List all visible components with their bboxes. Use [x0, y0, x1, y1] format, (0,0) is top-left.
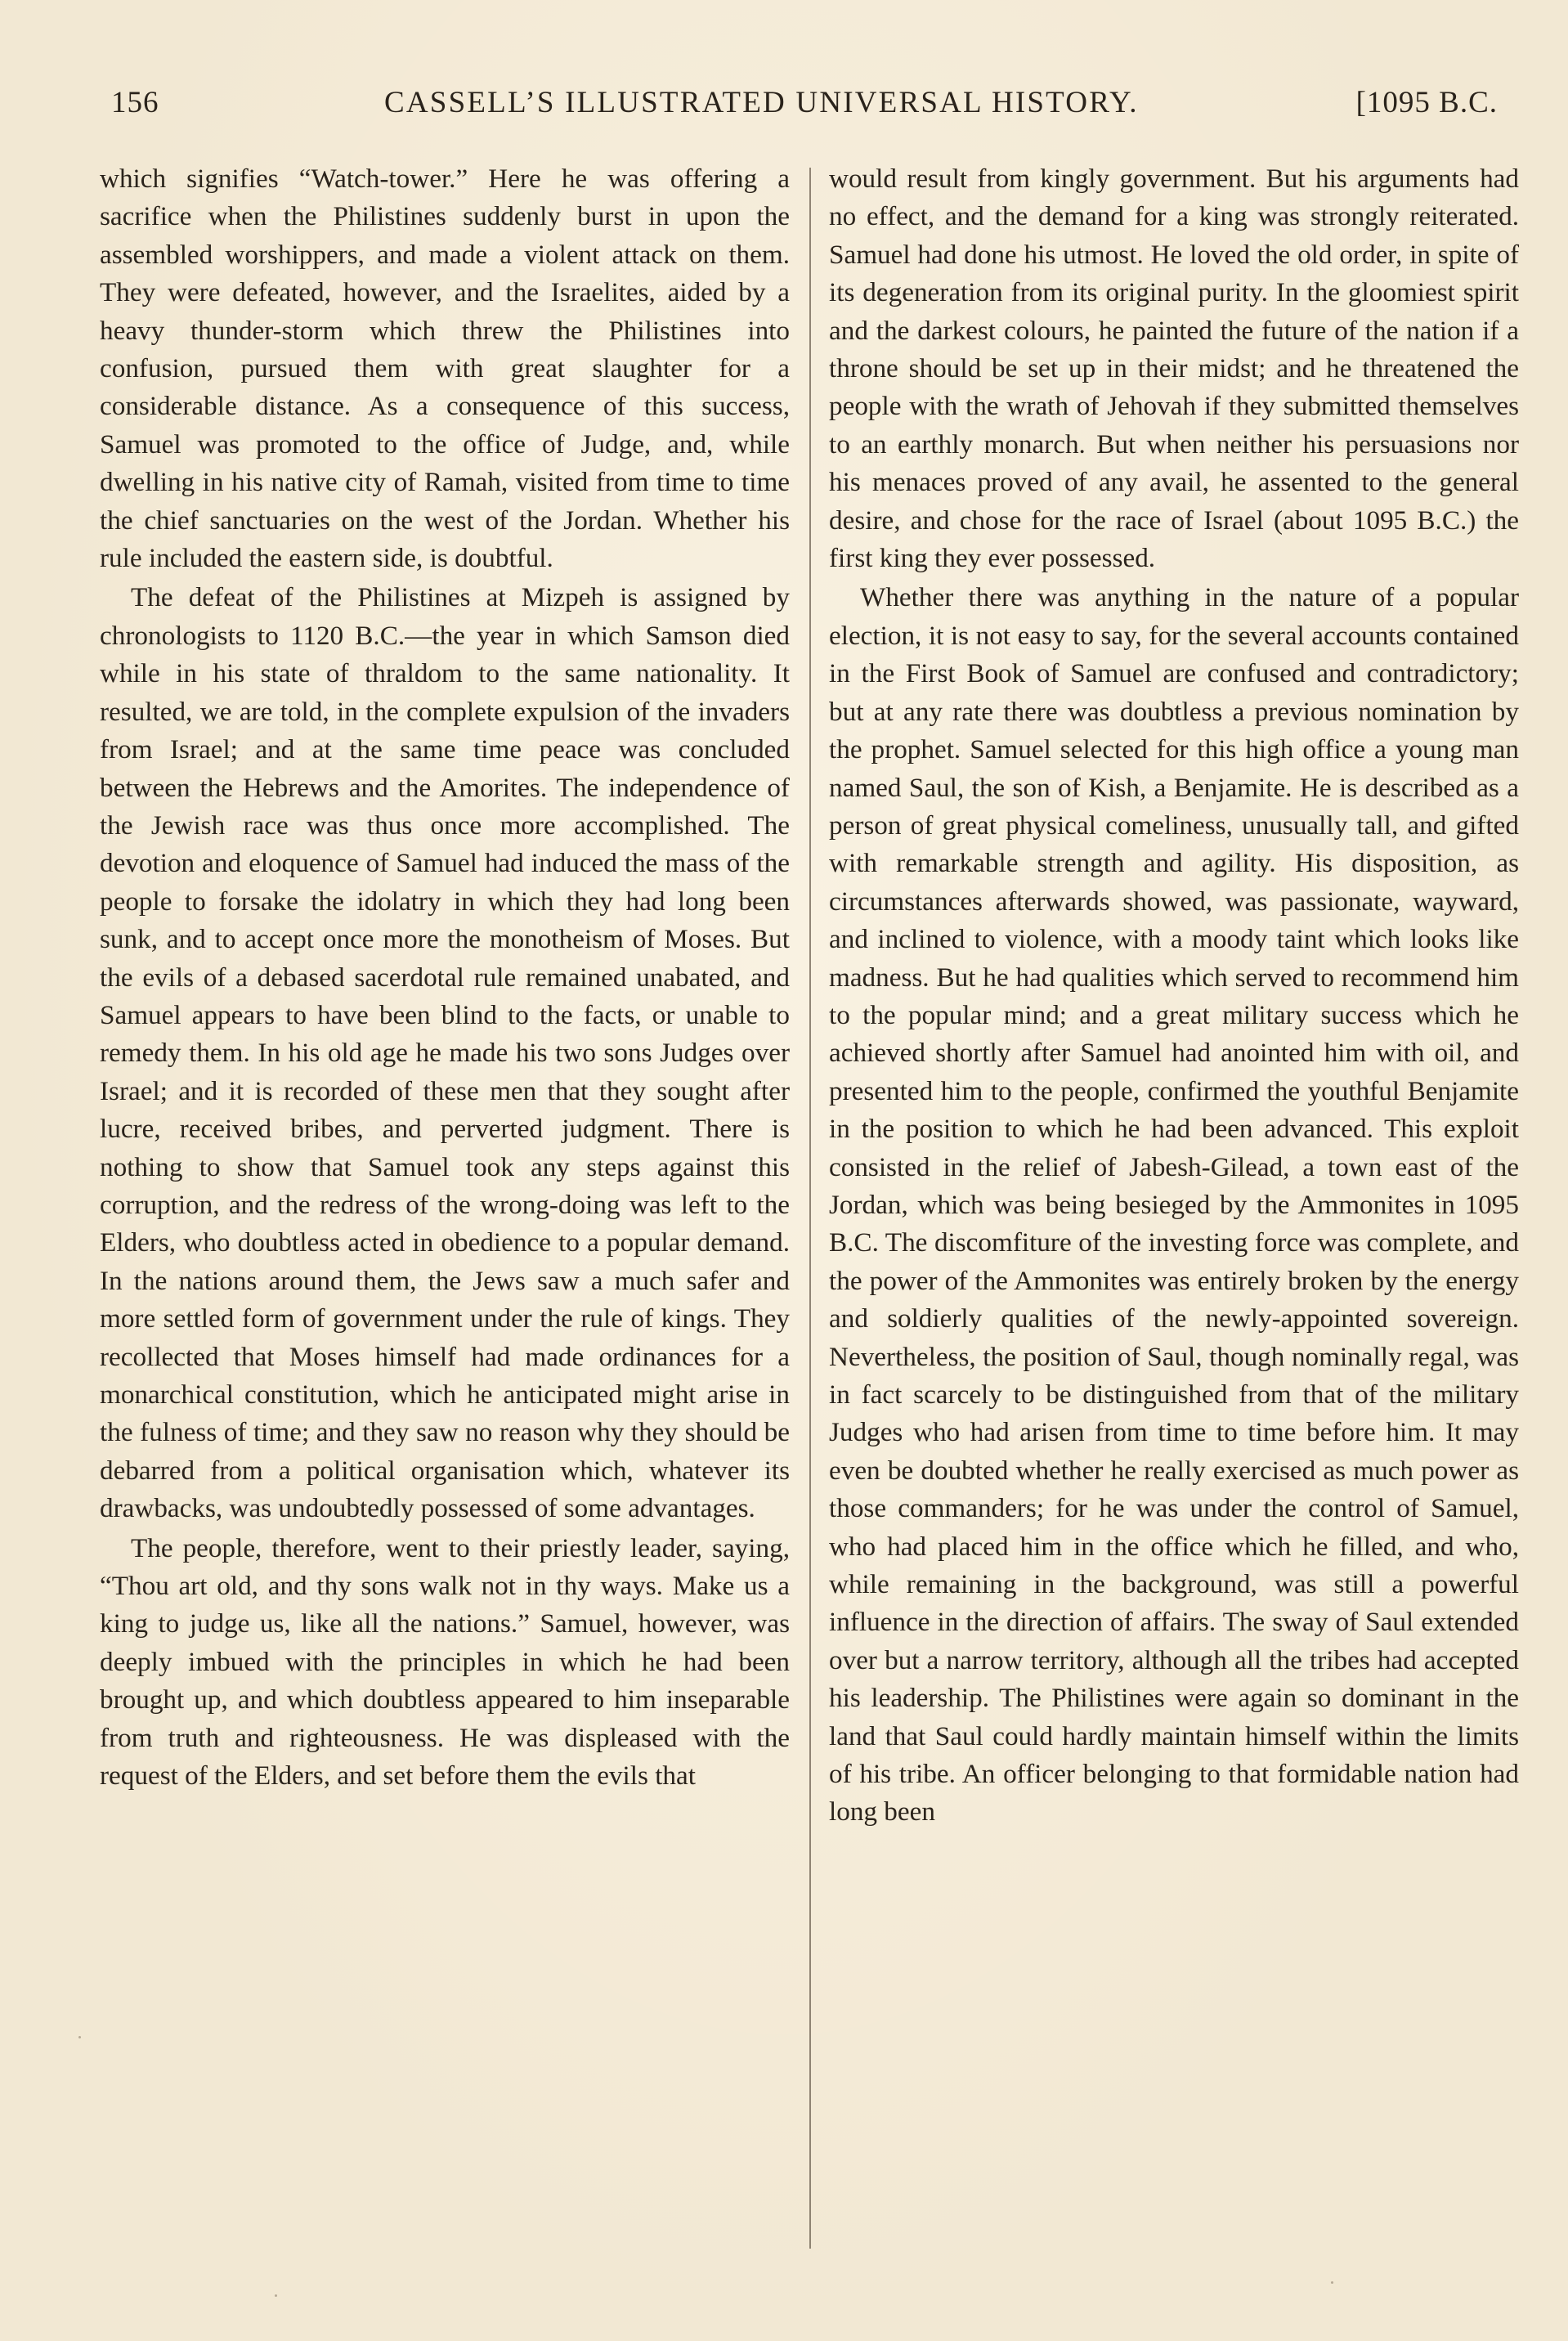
date-marker: [1095 B.C.	[1355, 86, 1498, 119]
left-paragraph-2: The defeat of the Philistines at Mizpeh is assigned by chronologists to 1120 B.C.—the year in which Samson died while in his state of thraldom to the same nationality. It resulted, we are told, in the complete expulsion of the invaders from Israel; and at the same time peace was concluded between the Hebrews and the Amorites. The independence of the Jewish race was thus once more accomplished. The devotion and eloquence of Samuel had induced the mass of the people to forsake the idolatry in which they had long been sunk, and to accept once more the monotheism of Moses. But the evils of a debased sacerdotal rule remained unabated, and Samuel appears to have been blind to the facts, or unable to remedy them. In his old age he made his two sons Judges over Israel; and it is recorded of these men that they sought after lucre, received bribes, and perverted judgment. There is nothing to show that Samuel took any steps against this corruption, and the redress of the wrong-doing was left to the Elders, who doubtless acted in obedience to a popular demand. In the nations around them, the Jews saw a much safer and more settled form of government under the rule of kings. They recollected that Moses himself had made ordinances for a monarchical constitution, which he anticipated might arise in the fulness of time; and they saw no reason why they should be debarred from a political organisation which, whatever its drawbacks, was undoubtedly possessed of some advantages.	[100, 582, 790, 1524]
book-title: CASSELL’S ILLUSTRATED UNIVERSAL HISTORY.	[384, 86, 1139, 119]
paper-speck	[1331, 2281, 1333, 2284]
right-paragraph-1: would result from kingly government. But his arguments had no effect, and the demand for a king was strongly reiterated. Samuel had done his utmost. He loved the old order, in spite of its degeneration from its original purity. In the gloomiest spirit and the darkest colours, he painted the future of the nation if a throne should be set up in their midst; and he threatened the people with the wrath of Jehovah if they submitted themselves to an earthly monarch. But when neither his persuasions nor his menaces proved of any avail, he assented to the general desire, and chose for the race of Israel (about 1095 B.C.) the first king they ever possessed.	[829, 164, 1519, 574]
left-paragraph-1: which signifies “Watch-tower.” Here he was offering a sacrifice when the Philistines suddenly burst in upon the assembled worshippers, and made a violent attack on them. They were defeated, however, and the Israelites, aided by a heavy thunder-storm which threw the Philistines into confusion, pursued them with great slaughter for a considerable distance. As a consequence of this success, Samuel was promoted to the office of Judge, and, while dwelling in his native city of Ramah, visited from time to time the chief sanctuaries on the west of the Jordan. Whether his rule included the eastern side, is doubtful.	[100, 164, 790, 574]
right-column	[829, 160, 1519, 1832]
paper-speck	[275, 2294, 277, 2297]
right-paragraph-2: Whether there was anything in the nature of a popular election, it is not easy to say, for the several accounts contained in the First Book of Samuel are confused and contradictory; but at any rate there was doubtless a previous nomination by the prophet. Samuel selected for this high office a young man named Saul, the son of Kish, a Benjamite. He is described as a person of great physical comeliness, unusually tall, and gifted with remarkable strength and agility. His disposition, as circumstances afterwards showed, was passionate, wayward, and inclined to violence, with a moody taint which looks like madness. But he had qualities which served to recommend him to the popular mind; and a great military success which he achieved shortly after Samuel had anointed him with oil, and presented him to the people, confirmed the youthful Benjamite in the position to which he had been advanced. This exploit consisted in the relief of Jabesh-Gilead, a town east of the Jordan, which was being besieged by the Ammonites in 1095 B.C. The discomfiture of the investing force was complete, and the power of the Ammonites was entirely broken by the energy and soldierly qualities of the newly-appointed sovereign. Nevertheless, the position of Saul, though nominally regal, was in fact scarcely to be distinguished from that of the military Judges who had arisen from time to time before him. It may even be doubted whether he really exercised as much power as those commanders; for he was under the control of Samuel, who had placed him in the office which he filled, and who, while remaining in the background, was still a powerful influence in the direction of affairs. The sway of Saul extended over but a narrow territory, although all the tribes had accepted his leadership. The Philistines were again so dominant in the land that Saul could hardly maintain himself within the limits of his tribe. An officer belonging to that formidable nation had long been	[829, 582, 1519, 1828]
left-column	[100, 160, 790, 1795]
left-paragraph-3: The people, therefore, went to their priestly leader, saying, “Thou art old, and thy sons walk not in thy ways. Make us a king to judge us, like all the nations.” Samuel, however, was deeply imbued with the principles in which he had been brought up, and which doubtless appeared to him inseparable from truth and righteousness. He was displeased with the request of the Elders, and set before them the evils that	[100, 1532, 790, 1792]
column-divider	[809, 168, 811, 2249]
running-head	[98, 82, 1498, 131]
paper-speck	[78, 2036, 81, 2038]
page-number: 156	[111, 86, 159, 119]
